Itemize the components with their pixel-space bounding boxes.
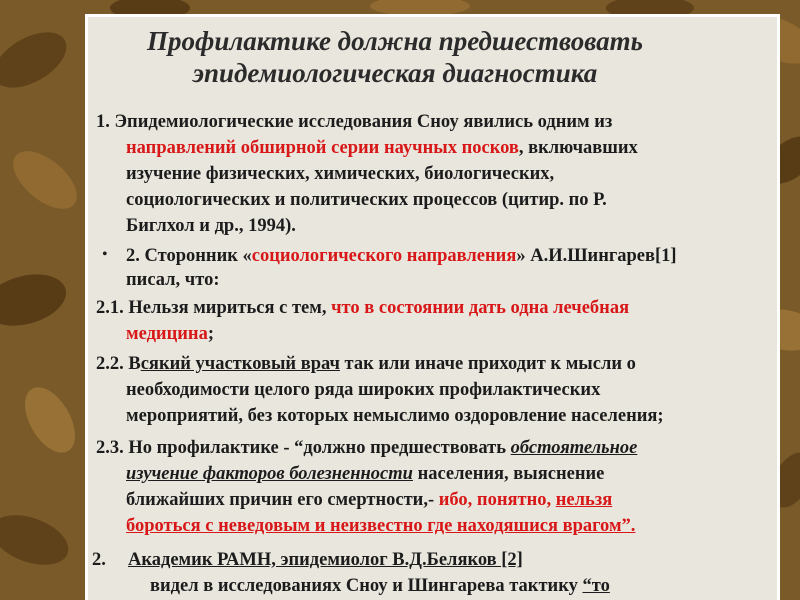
p1-line-4: социологических и политических процессов (цитир. по Р. <box>126 190 607 210</box>
slide-title-line-1: Профилактике должна предшествовать <box>147 26 643 56</box>
p5-line-4 <box>126 516 635 537</box>
p3-line-1 <box>96 298 629 319</box>
p3-text-b: ; <box>207 324 214 344</box>
p5-underlined-italic-1: обстоятельное <box>510 438 638 458</box>
p1-line-2 <box>126 138 638 159</box>
p6-text-a: видел в исследованиях Сноу и Шингарева тактику <box>150 576 583 596</box>
p5-underlined-italic-2: изучение факторов болезненности <box>126 464 413 484</box>
p2-text-b: » А.И.Шингарев[1] <box>516 246 677 266</box>
p4-line-2: необходимости целого ряда широких профилактических <box>126 380 601 400</box>
p4-underlined: сякий участковый врач <box>140 354 340 374</box>
p5-text-c: ближайших причин его смертности,- <box>126 490 439 510</box>
p5-line-2 <box>126 464 604 485</box>
p6-line-1 <box>128 550 523 571</box>
p1-line-5: Биглхол и др., 1994). <box>126 216 296 236</box>
p4-line-3: мероприятий, без которых немыслимо оздоровление населения; <box>126 406 664 426</box>
p3-highlight-1: что в состоянии дать одна лечебная <box>331 298 630 318</box>
p5-highlight-underlined-1: нельзя <box>555 490 613 510</box>
p6-underlined-2: “то <box>582 576 610 596</box>
p5-text-a: 2.3. Но профилактике - “должно предшествовать <box>96 438 511 458</box>
p2-line-2: писал, что: <box>126 270 220 290</box>
p2-line-1 <box>126 246 677 267</box>
p2-highlight: социологического направления <box>251 246 517 266</box>
p5-highlight: ибо, понятно, <box>438 490 556 510</box>
p1-line-1: 1. Эпидемиологические исследования Сноу явились одним из <box>96 112 613 132</box>
p5-text-b: населения, выяснение <box>412 464 605 484</box>
p6-underlined: Академик РАМН, эпидемиолог В.Д.Беляков [2] <box>128 550 523 570</box>
slide-title-line-2: эпидемиологическая диагностика <box>192 58 598 88</box>
p1-line-3: изучение физических, химических, биологических, <box>126 164 555 184</box>
p4-text-b: так или иначе приходит к мысли о <box>339 354 636 374</box>
p3-highlight-2: медицина <box>126 324 208 344</box>
p1-highlight: направлений обширной серии научных посков <box>126 138 519 158</box>
p5-line-3 <box>126 490 612 511</box>
bullet-marker: • <box>102 246 108 263</box>
p3-line-2 <box>126 324 214 345</box>
p1-line-2-rest: , включавших <box>518 138 638 158</box>
p4-text-a: 2.2. В <box>96 354 141 374</box>
p6-number: 2. <box>92 550 106 570</box>
p5-line-1 <box>96 438 637 459</box>
p6-line-2 <box>150 576 610 597</box>
p3-text-a: 2.1. Нельзя мириться с тем, <box>96 298 332 318</box>
p4-line-1 <box>96 354 636 375</box>
p5-highlight-underlined-2: бороться с неведовым и неизвестно где находяшися врагом”. <box>126 516 636 536</box>
p2-text-a: 2. Сторонник « <box>126 246 252 266</box>
